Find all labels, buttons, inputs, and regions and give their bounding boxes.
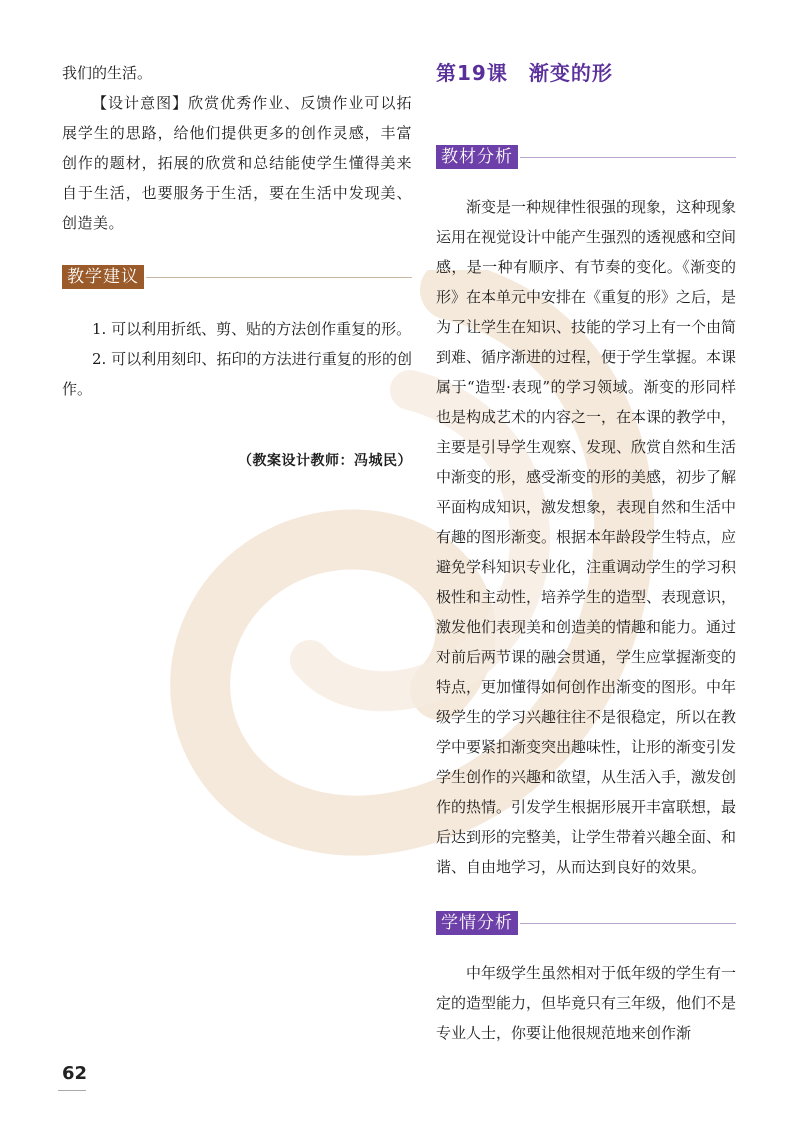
teaching-suggestions-tag: 教学建议 xyxy=(62,265,144,289)
lesson-title: 第19课 渐变的形 xyxy=(436,61,613,85)
right-column xyxy=(436,58,736,1048)
continuation-text: 我们的生活。 xyxy=(62,64,153,82)
student-analysis-paragraph: 中年级学生虽然相对于低年级的学生有一定的造型能力，但毕竟只有三年级，他们不是专业人士，你要让他很规范地来创作渐 xyxy=(436,964,737,1042)
textbook-analysis-header xyxy=(436,144,736,170)
suggestion-item: 1. 可以利用折纸、剪、贴的方法创作重复的形。 xyxy=(92,320,412,338)
suggestion-item: 2. 可以利用刻印、拓印的方法进行重复的形的创作。 xyxy=(62,350,412,398)
student-analysis-tag: 学情分析 xyxy=(436,911,518,935)
page-number-rule xyxy=(58,1090,86,1091)
student-analysis-header xyxy=(436,910,736,936)
textbook-analysis-tag: 教材分析 xyxy=(436,145,518,169)
section-rule xyxy=(520,923,736,924)
teacher-credit: （教案设计教师：冯城民） xyxy=(238,453,412,469)
textbook-analysis-paragraph: 渐变是一种规律性很强的现象，这种现象运用在视觉设计中能产生强烈的透视感和空间感，是一种有顺序、有节奏的变化。《渐变的形》在本单元中安排在《重复的形》之后，是为了让学生在知识、技能的学习上有一个由简到难、循序渐进的过程，便于学生掌握。本课属于“造型·表现”的学习领域。渐变的形同样也是构成艺术的内容之一，在本课的教学中，主要是引导学生观察、发现、欣赏自然和生活中渐变的形，感受渐变的形的美感，初步了解平面构成知识，激发想象，表现自然和生活中有趣的图形渐变。根据本年龄段学生特点，应避免学科知识专业化，注重调动学生的学习积极性和主动性，培养学生的造型、表现意识，激发他们表现美和创造美的情趣和能力。通过对前后两节课的融会贯通，学生应掌握渐变的特点，更加懂得如何创作出渐变的图形。中年级学生的学习兴趣往往不是很稳定，所以在教学中要紧扣渐变突出趣味性，让形的渐变引发学生创作的兴趣和欲望，从生活入手，激发创作的热情。引发学生根据形展开丰富联想，最后达到形的完整美，让学生带着兴趣全面、和谐、自由地学习，从而达到良好的效果。 xyxy=(436,198,737,876)
left-column xyxy=(62,58,412,476)
page-number: 62 xyxy=(62,1063,88,1084)
section-rule xyxy=(520,157,736,158)
section-rule xyxy=(146,277,412,278)
design-intent-paragraph: 【设计意图】欣赏优秀作业、反馈作业可以拓展学生的思路，给他们提供更多的创作灵感，丰富创作的题材，拓展的欣赏和总结能使学生懂得美来自于生活，也要服务于生活，要在生活中发现美、创造美。 xyxy=(62,94,412,232)
suggestions-list xyxy=(62,314,412,404)
teaching-suggestions-header xyxy=(62,264,412,290)
